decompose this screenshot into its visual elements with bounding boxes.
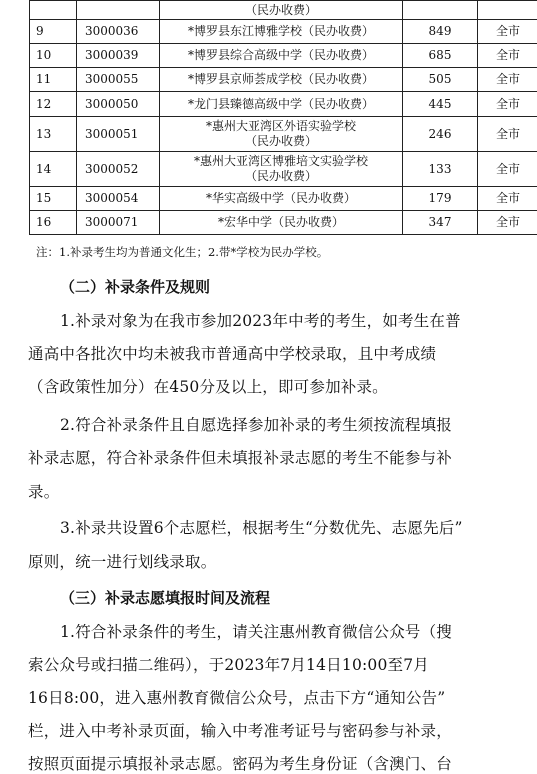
row-number: 11 [30,68,77,92]
row-number: 16 [30,211,77,235]
table-row [30,68,537,92]
school-name-line: *惠州大亚湾区博雅培文实验学校 [160,154,402,169]
school-name-line: *龙门县臻德高级中学（民办收费） [160,97,402,112]
quota: 347 [403,211,478,235]
paragraph-line: 原则，统一进行划线录取。 [28,550,216,572]
school-code [77,1,160,20]
school-name [160,152,403,187]
paragraph-line: 2.符合补录条件且自愿选择参加补录的考生须按流程填报 [60,413,452,435]
table-row [30,44,537,68]
school-name-line: （民办收费） [160,134,402,149]
school-name-line: *博罗县京师荟成学校（民办收费） [160,72,402,87]
school-name-line: （民办收费） [160,3,402,18]
row-number: 13 [30,117,77,152]
school-name [160,68,403,92]
area: 全市 [478,152,537,187]
section-3-heading: （三）补录志愿填报时间及流程 [60,587,270,608]
paragraph-line: 1.补录对象为在我市参加2023年中考的考生，如考生在普 [60,309,461,331]
paragraph-line: 栏，进入中考补录页面，输入中考准考证号与密码参与补录， [28,719,452,741]
quota: 133 [403,152,478,187]
quota: 179 [403,187,478,211]
school-code: 3000051 [77,117,160,152]
school-code: 3000052 [77,152,160,187]
row-number [30,1,77,20]
school-name [160,92,403,117]
school-code: 3000050 [77,92,160,117]
school-name [160,211,403,235]
paragraph-line: 1.符合补录条件的考生，请关注惠州教育微信公众号（搜 [60,620,452,642]
school-name-line: *宏华中学（民办收费） [160,215,402,230]
school-table [29,0,537,235]
table-row [30,211,537,235]
row-number: 14 [30,152,77,187]
paragraph-line: 录。 [28,480,59,502]
paragraph-line: （含政策性加分）在450分及以上，即可参加补录。 [28,375,388,397]
row-number: 12 [30,92,77,117]
area: 全市 [478,20,537,44]
row-number: 15 [30,187,77,211]
quota [403,1,478,20]
quota: 445 [403,92,478,117]
school-name [160,117,403,152]
table-row [30,117,537,152]
table-note: 注：1.补录考生均为普通文化生；2.带*学校为民办学校。 [36,244,328,260]
school-name [160,20,403,44]
row-number: 9 [30,20,77,44]
school-name-line: （民办收费） [160,169,402,184]
paragraph-line: 补录志愿，符合补录条件但未填报补录志愿的考生不能参与补 [28,446,452,468]
paragraph-line: 16日8:00，进入惠州教育微信公众号，点击下方“通知公告” [28,686,445,708]
school-name-line: *惠州大亚湾区外语实验学校 [160,119,402,134]
section-2-heading: （二）补录条件及规则 [60,276,210,297]
area: 全市 [478,68,537,92]
school-code: 3000071 [77,211,160,235]
paragraph-line: 通高中各批次中均未被我市普通高中学校录取，且中考成绩 [28,342,436,364]
quota: 505 [403,68,478,92]
table-row [30,187,537,211]
area: 全市 [478,44,537,68]
school-code: 3000036 [77,20,160,44]
table-row [30,20,537,44]
school-name [160,44,403,68]
quota: 849 [403,20,478,44]
table-row [30,152,537,187]
school-name [160,1,403,20]
school-name [160,187,403,211]
school-code: 3000054 [77,187,160,211]
school-name-line: *博罗县东江博雅学校（民办收费） [160,24,402,39]
area: 全市 [478,117,537,152]
school-code: 3000039 [77,44,160,68]
area: 全市 [478,211,537,235]
area: 全市 [478,187,537,211]
school-name-line: *博罗县综合高级中学（民办收费） [160,48,402,63]
quota: 685 [403,44,478,68]
school-name-line: *华实高级中学（民办收费） [160,191,402,206]
area [478,1,537,20]
paragraph-line: 索公众号或扫描二维码），于2023年7月14日10:00至7月 [28,653,429,675]
table-row [30,92,537,117]
paragraph-line: 3.补录共设置6个志愿栏，根据考生“分数优先、志愿先后” [60,516,463,538]
quota: 246 [403,117,478,152]
paragraph-line: 按照页面提示填报补录志愿。密码为考生身份证（含澳门、台 [28,752,452,774]
table-row [30,1,537,20]
school-code: 3000055 [77,68,160,92]
row-number: 10 [30,44,77,68]
area: 全市 [478,92,537,117]
